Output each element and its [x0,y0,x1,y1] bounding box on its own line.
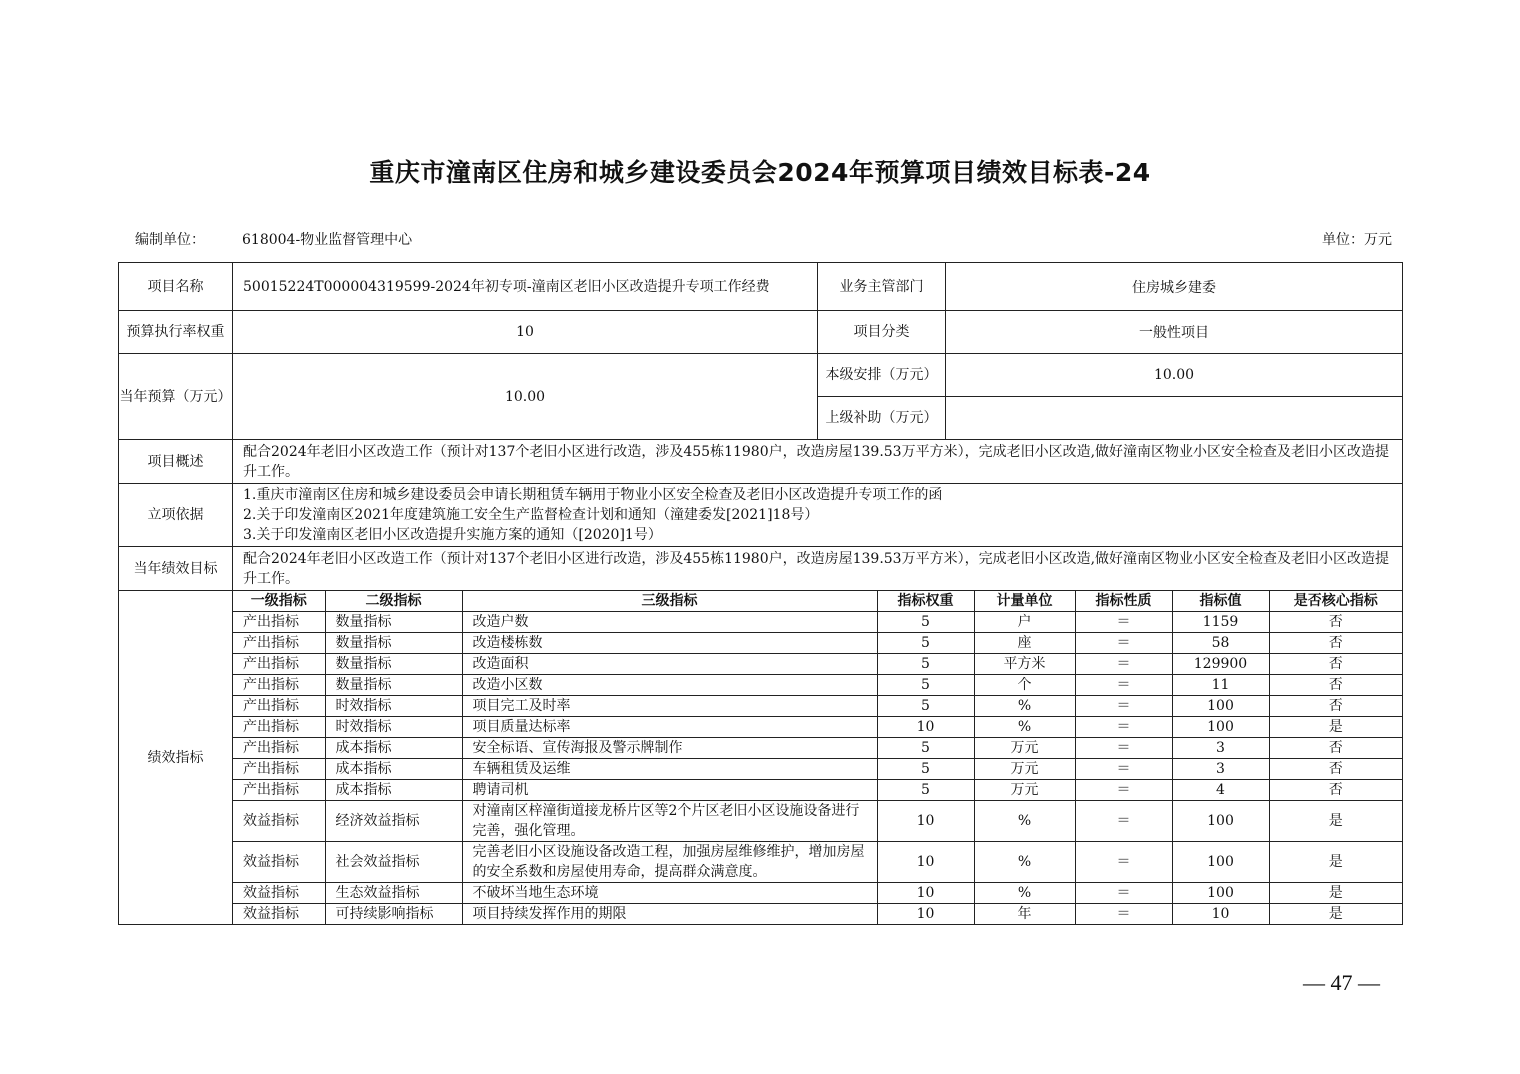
col-header: 指标值 [1172,591,1269,612]
unit-cell: % [974,842,1075,883]
level1-cell: 效益指标 [233,883,325,904]
unit-cell: 座 [974,633,1075,654]
weight-cell: 5 [877,675,974,696]
table-row [233,801,1402,842]
value-cell: 1159 [1172,612,1269,633]
level3-cell: 项目完工及时率 [462,696,877,717]
level2-cell: 时效指标 [325,696,462,717]
col-header: 指标性质 [1075,591,1172,612]
core-cell: 否 [1269,696,1402,717]
unit-cell: 年 [974,904,1075,925]
level1-cell: 产出指标 [233,759,325,780]
value-cell: 11 [1172,675,1269,696]
weight-cell: 5 [877,654,974,675]
local-value: 10.00 [946,354,1403,397]
table-row [233,738,1402,759]
category-value: 一般性项目 [946,311,1403,354]
goal-text: 配合2024年老旧小区改造工作（预计对137个老旧小区进行改造，涉及455栋11980户，改造房屋139.53万平方米），完成老旧小区改造,做好潼南区物业小区安全检查及老旧小区改造提升工作。 [233,547,1403,591]
nature-cell: ＝ [1075,675,1172,696]
project-name-label: 项目名称 [119,263,233,311]
weight-cell: 5 [877,759,974,780]
col-header: 是否核心指标 [1269,591,1402,612]
overview-text: 配合2024年老旧小区改造工作（预计对137个老旧小区进行改造，涉及455栋11980户，改造房屋139.53万平方米），完成老旧小区改造,做好潼南区物业小区安全检查及老旧小区改造提升工作。 [233,440,1403,484]
indicator-header-row [233,591,1402,612]
indicator-rows [233,612,1402,925]
basis-item: 3.关于印发潼南区老旧小区改造提升实施方案的通知（[2020]1号） [243,527,662,543]
category-label: 项目分类 [818,311,946,354]
level2-cell: 经济效益指标 [325,801,462,842]
weight-cell: 5 [877,696,974,717]
indicator-table [233,591,1402,924]
weight-cell: 10 [877,883,974,904]
table-row [233,696,1402,717]
project-name: 50015224T000004319599-2024年初专项-潼南区老旧小区改造提升专项工作经费 [233,263,818,311]
indicators-label: 绩效指标 [119,591,233,925]
level3-cell: 车辆租赁及运维 [462,759,877,780]
table-row [233,654,1402,675]
core-cell: 否 [1269,780,1402,801]
value-cell: 4 [1172,780,1269,801]
core-cell: 否 [1269,654,1402,675]
value-cell: 3 [1172,759,1269,780]
level2-cell: 数量指标 [325,612,462,633]
nature-cell: ＝ [1075,654,1172,675]
level3-cell: 聘请司机 [462,780,877,801]
level2-cell: 时效指标 [325,717,462,738]
value-cell: 100 [1172,842,1269,883]
core-cell: 否 [1269,675,1402,696]
level3-cell: 改造面积 [462,654,877,675]
level1-cell: 产出指标 [233,738,325,759]
level1-cell: 产出指标 [233,654,325,675]
level2-cell: 成本指标 [325,780,462,801]
level3-cell: 不破坏当地生态环境 [462,883,877,904]
nature-cell: ＝ [1075,801,1172,842]
unit-cell: 个 [974,675,1075,696]
subsidy-value [946,397,1403,440]
local-label: 本级安排（万元） [818,354,946,397]
level1-cell: 效益指标 [233,801,325,842]
weight-cell: 5 [877,780,974,801]
value-cell: 58 [1172,633,1269,654]
level1-cell: 产出指标 [233,780,325,801]
weight-cell: 10 [877,717,974,738]
nature-cell: ＝ [1075,738,1172,759]
level2-cell: 成本指标 [325,738,462,759]
exec-weight-label: 预算执行率权重 [119,311,233,354]
nature-cell: ＝ [1075,759,1172,780]
nature-cell: ＝ [1075,633,1172,654]
unit-cell: 万元 [974,759,1075,780]
level3-cell: 对潼南区梓潼街道接龙桥片区等2个片区老旧小区设施设备进行完善，强化管理。 [462,801,877,842]
core-cell: 是 [1269,883,1402,904]
table-row [233,904,1402,925]
level2-cell: 数量指标 [325,675,462,696]
nature-cell: ＝ [1075,842,1172,883]
col-header: 二级指标 [325,591,462,612]
nature-cell: ＝ [1075,696,1172,717]
table-row [233,633,1402,654]
level3-cell: 改造户数 [462,612,877,633]
budget-label: 当年预算（万元） [119,354,233,440]
col-header: 计量单位 [974,591,1075,612]
budget-value: 10.00 [233,354,818,440]
dept-value: 住房城乡建委 [946,263,1403,311]
level3-cell: 改造小区数 [462,675,877,696]
level2-cell: 数量指标 [325,633,462,654]
basis-item: 1.重庆市潼南区住房和城乡建设委员会申请长期租赁车辆用于物业小区安全检查及老旧小区改造提升专项工作的函 [243,487,943,503]
weight-cell: 5 [877,612,974,633]
value-cell: 100 [1172,696,1269,717]
level1-cell: 产出指标 [233,675,325,696]
weight-cell: 5 [877,738,974,759]
level1-cell: 产出指标 [233,717,325,738]
basis-label: 立项依据 [119,484,233,547]
table-row [233,759,1402,780]
unit-label: 单位：万元 [1322,232,1392,248]
unit-cell: % [974,883,1075,904]
weight-cell: 10 [877,801,974,842]
weight-cell: 10 [877,904,974,925]
org-value: 618004-物业监督管理中心 [242,232,413,248]
value-cell: 3 [1172,738,1269,759]
core-cell: 否 [1269,759,1402,780]
nature-cell: ＝ [1075,612,1172,633]
col-header: 指标权重 [877,591,974,612]
unit-cell: 万元 [974,780,1075,801]
level1-cell: 效益指标 [233,904,325,925]
core-cell: 是 [1269,717,1402,738]
table-row [233,842,1402,883]
level3-cell: 项目持续发挥作用的期限 [462,904,877,925]
unit-cell: % [974,696,1075,717]
level3-cell: 项目质量达标率 [462,717,877,738]
level1-cell: 产出指标 [233,696,325,717]
page-number: — 47 — [1303,970,1380,995]
basis-item: 2.关于印发潼南区2021年度建筑施工安全生产监督检查计划和通知（潼建委发[2021]18号） [243,507,819,523]
value-cell: 10 [1172,904,1269,925]
core-cell: 否 [1269,633,1402,654]
level1-cell: 效益指标 [233,842,325,883]
core-cell: 否 [1269,612,1402,633]
page-title: 重庆市潼南区住房和城乡建设委员会2024年预算项目绩效目标表-24 [369,158,1151,187]
subsidy-label: 上级补助（万元） [818,397,946,440]
core-cell: 是 [1269,842,1402,883]
table-row [233,612,1402,633]
level2-cell: 数量指标 [325,654,462,675]
level1-cell: 产出指标 [233,633,325,654]
unit-cell: % [974,717,1075,738]
level2-cell: 生态效益指标 [325,883,462,904]
value-cell: 129900 [1172,654,1269,675]
col-header: 三级指标 [462,591,877,612]
level2-cell: 成本指标 [325,759,462,780]
nature-cell: ＝ [1075,780,1172,801]
weight-cell: 10 [877,842,974,883]
level3-cell: 安全标语、宣传海报及警示牌制作 [462,738,877,759]
level3-cell: 完善老旧小区设施设备改造工程，加强房屋维修维护，增加房屋的安全系数和房屋使用寿命，提高群众满意度。 [462,842,877,883]
unit-cell: 万元 [974,738,1075,759]
nature-cell: ＝ [1075,883,1172,904]
org-label: 编制单位： [135,232,205,248]
basis-text [233,484,1403,547]
table-row [233,883,1402,904]
indicators-cell [233,591,1403,925]
col-header: 一级指标 [233,591,325,612]
core-cell: 是 [1269,904,1402,925]
dept-label: 业务主管部门 [818,263,946,311]
level2-cell: 社会效益指标 [325,842,462,883]
weight-cell: 5 [877,633,974,654]
nature-cell: ＝ [1075,904,1172,925]
value-cell: 100 [1172,801,1269,842]
performance-table [118,262,1403,925]
core-cell: 是 [1269,801,1402,842]
table-row [233,675,1402,696]
table-row [233,780,1402,801]
exec-weight-value: 10 [233,311,818,354]
unit-cell: % [974,801,1075,842]
unit-cell: 平方米 [974,654,1075,675]
table-row [233,717,1402,738]
core-cell: 否 [1269,738,1402,759]
level2-cell: 可持续影响指标 [325,904,462,925]
value-cell: 100 [1172,717,1269,738]
goal-label: 当年绩效目标 [119,547,233,591]
value-cell: 100 [1172,883,1269,904]
level1-cell: 产出指标 [233,612,325,633]
unit-cell: 户 [974,612,1075,633]
overview-label: 项目概述 [119,440,233,484]
level3-cell: 改造楼栋数 [462,633,877,654]
nature-cell: ＝ [1075,717,1172,738]
